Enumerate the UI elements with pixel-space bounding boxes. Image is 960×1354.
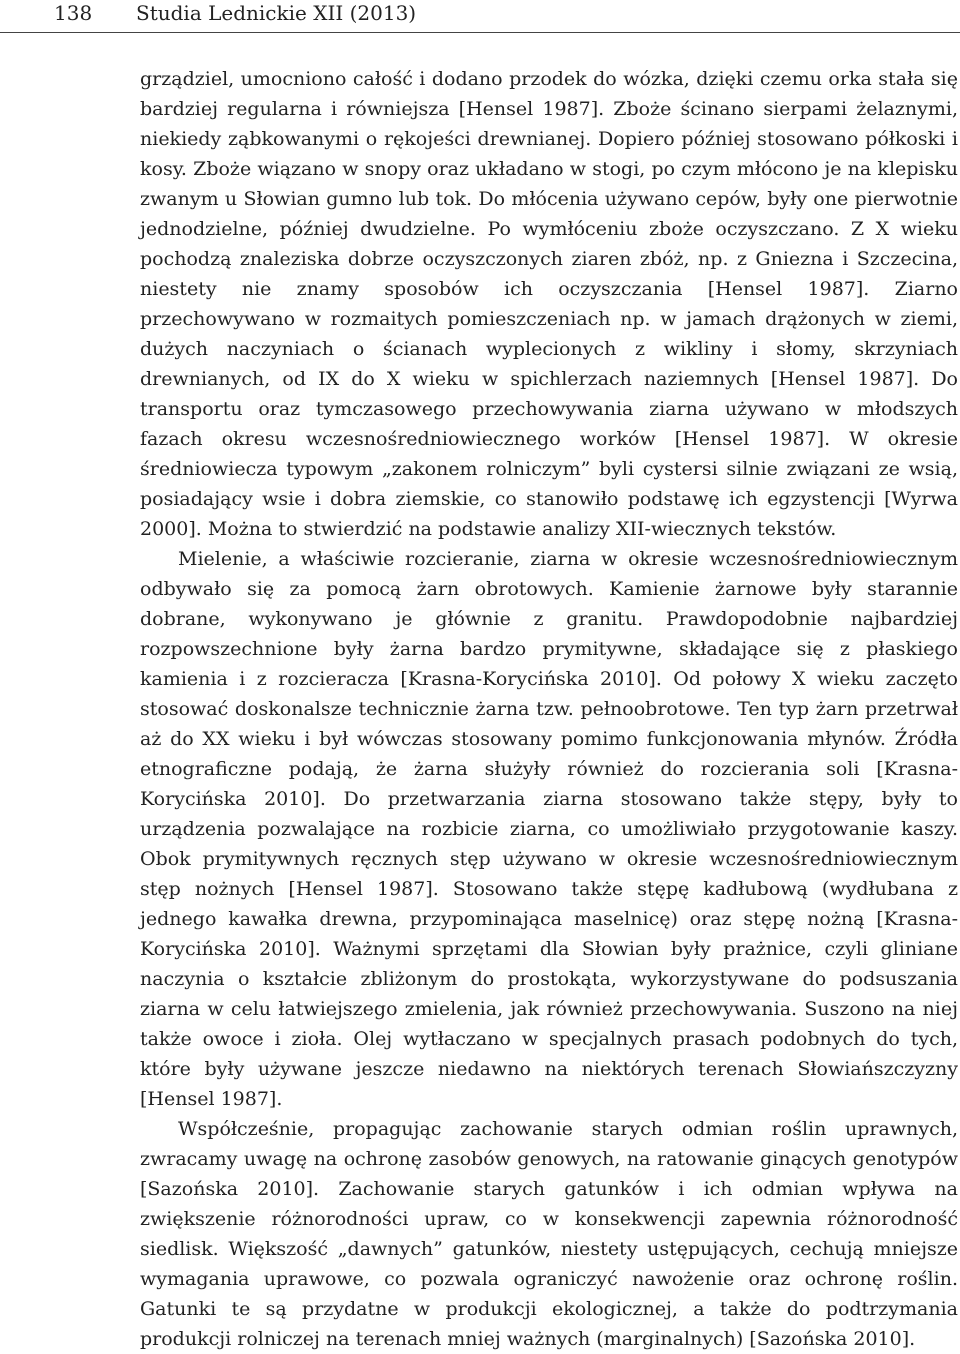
paragraph-continued: grządziel, umocniono całość i dodano przodek do wózka, dzięki czemu orka stała się bardziej regularna i równiejsza [Hensel 1987]. Zboże ścinano sierpami żelaznymi, niekiedy ząbkowanymi o rękojeści drewnianej. Dopiero później stosowano półkoski i kosy. Zboże wiązano w snopy oraz układano w stogi, po czym młócono je na klepisku zwanym u Słowian gumno lub tok. Do młócenia używano cepów, były one pierwotnie jednodzielne, później dwudzielne. Po wymłóceniu zboże oczyszczano. Z X wieku pochodzą znaleziska dobrze oczyszczonych ziaren zbóż, np. z Gniezna i Szczecina, niestety nie znamy sposobów ich oczyszczania [Hensel 1987]. Ziarno przechowywano w rozmaitych pomieszczeniach np. w jamach drążonych w ziemi, dużych naczyniach o ścianach wyplecionych z wikliny i słomy, skrzyniach drewnianych, od IX do X wieku w spichlerzach naziemnych [Hensel 1987]. Do transportu oraz tymczasowego przechowywania ziarna używano w młodszych fazach okresu wczesnośredniowiecznego worków [Hensel 1987]. W okresie średniowiecza typowym „zakonem rolniczym” byli cystersi silnie związani ze wsią, posiadający wsie i dobra ziemskie, co stanowiło podstawę ich egzystencji [Wyrwa 2000]. Można to stwierdzić na podstawie analizy XII-wiecznych tekstów.: [140, 68, 958, 540]
running-header: [0, 0, 960, 33]
journal-title: Studia Lednickie XII (2013): [136, 1, 417, 25]
paragraph-conservation: Współcześnie, propagując zachowanie starych odmian roślin uprawnych, zwracamy uwagę na ochronę zasobów genowych, na ratowanie ginących genotypów [Sazońska 2010]. Zachowanie starych gatunków i ich odmian wpływa na zwiększenie różnorodności upraw, co w konsekwencji zapewnia różnorodność siedlisk. Większość „dawnych” gatunków, niestety ustępujących, cechują mniejsze wymagania uprawowe, co pozwala ograniczyć nawożenie oraz ochronę roślin. Gatunki te są przydatne w produkcji ekologicznej, a także do podtrzymania produkcji rolniczej na terenach mniej ważnych (marginalnych) [Sazońska 2010].: [140, 1118, 958, 1350]
body-text: [140, 64, 958, 1354]
page-number: 138: [54, 1, 93, 25]
paragraph-milling: Mielenie, a właściwie rozcieranie, ziarna w okresie wczesnośredniowiecznym odbywało się za pomocą żarn obrotowych. Kamienie żarnowe były starannie dobrane, wykonywano je głównie z granitu. Prawdopodobnie najbardziej rozpowszechnione były żarna bardzo prymitywne, składające się z płaskiego kamienia i z rozcieracza [Krasna-Korycińska 2010]. Od połowy X wieku zaczęto stosować doskonalsze technicznie żarna tzw. pełnoobrotowe. Ten typ żarn przetrwał aż do XX wieku i był wówczas stosowany pomimo funkcjonowania młynów. Źródła etnograficzne podają, że żarna służyły również do rozcierania soli [Krasna-Korycińska 2010]. Do przetwarzania ziarna stosowano także stępy, były to urządzenia pozwalające na rozbicie ziarna, co umożliwiało przygotowanie kaszy. Obok prymitywnych ręcznych stęp używano w okresie wczesnośredniowiecznym stęp nożnych [Hensel 1987]. Stosowano także stępę kadłubową (wydłubana z jednego kawałka drewna, przypominająca maselnicę) oraz stępę nożną [Krasna-Korycińska 2010]. Ważnymi sprzętami dla Słowian były prażnice, czyli gliniane naczynia o kształcie zbliżonym do prostokąta, wykorzystywane do podsuszania ziarna w celu łatwiejszego zmielenia, jak również przechowywania. Suszono na niej także owoce i zioła. Olej wytłaczano w specjalnych prasach podobnych do tych, które były używane jeszcze niedawno na niektórych terenach Słowiańszczyzny [Hensel 1987].: [140, 548, 958, 1110]
